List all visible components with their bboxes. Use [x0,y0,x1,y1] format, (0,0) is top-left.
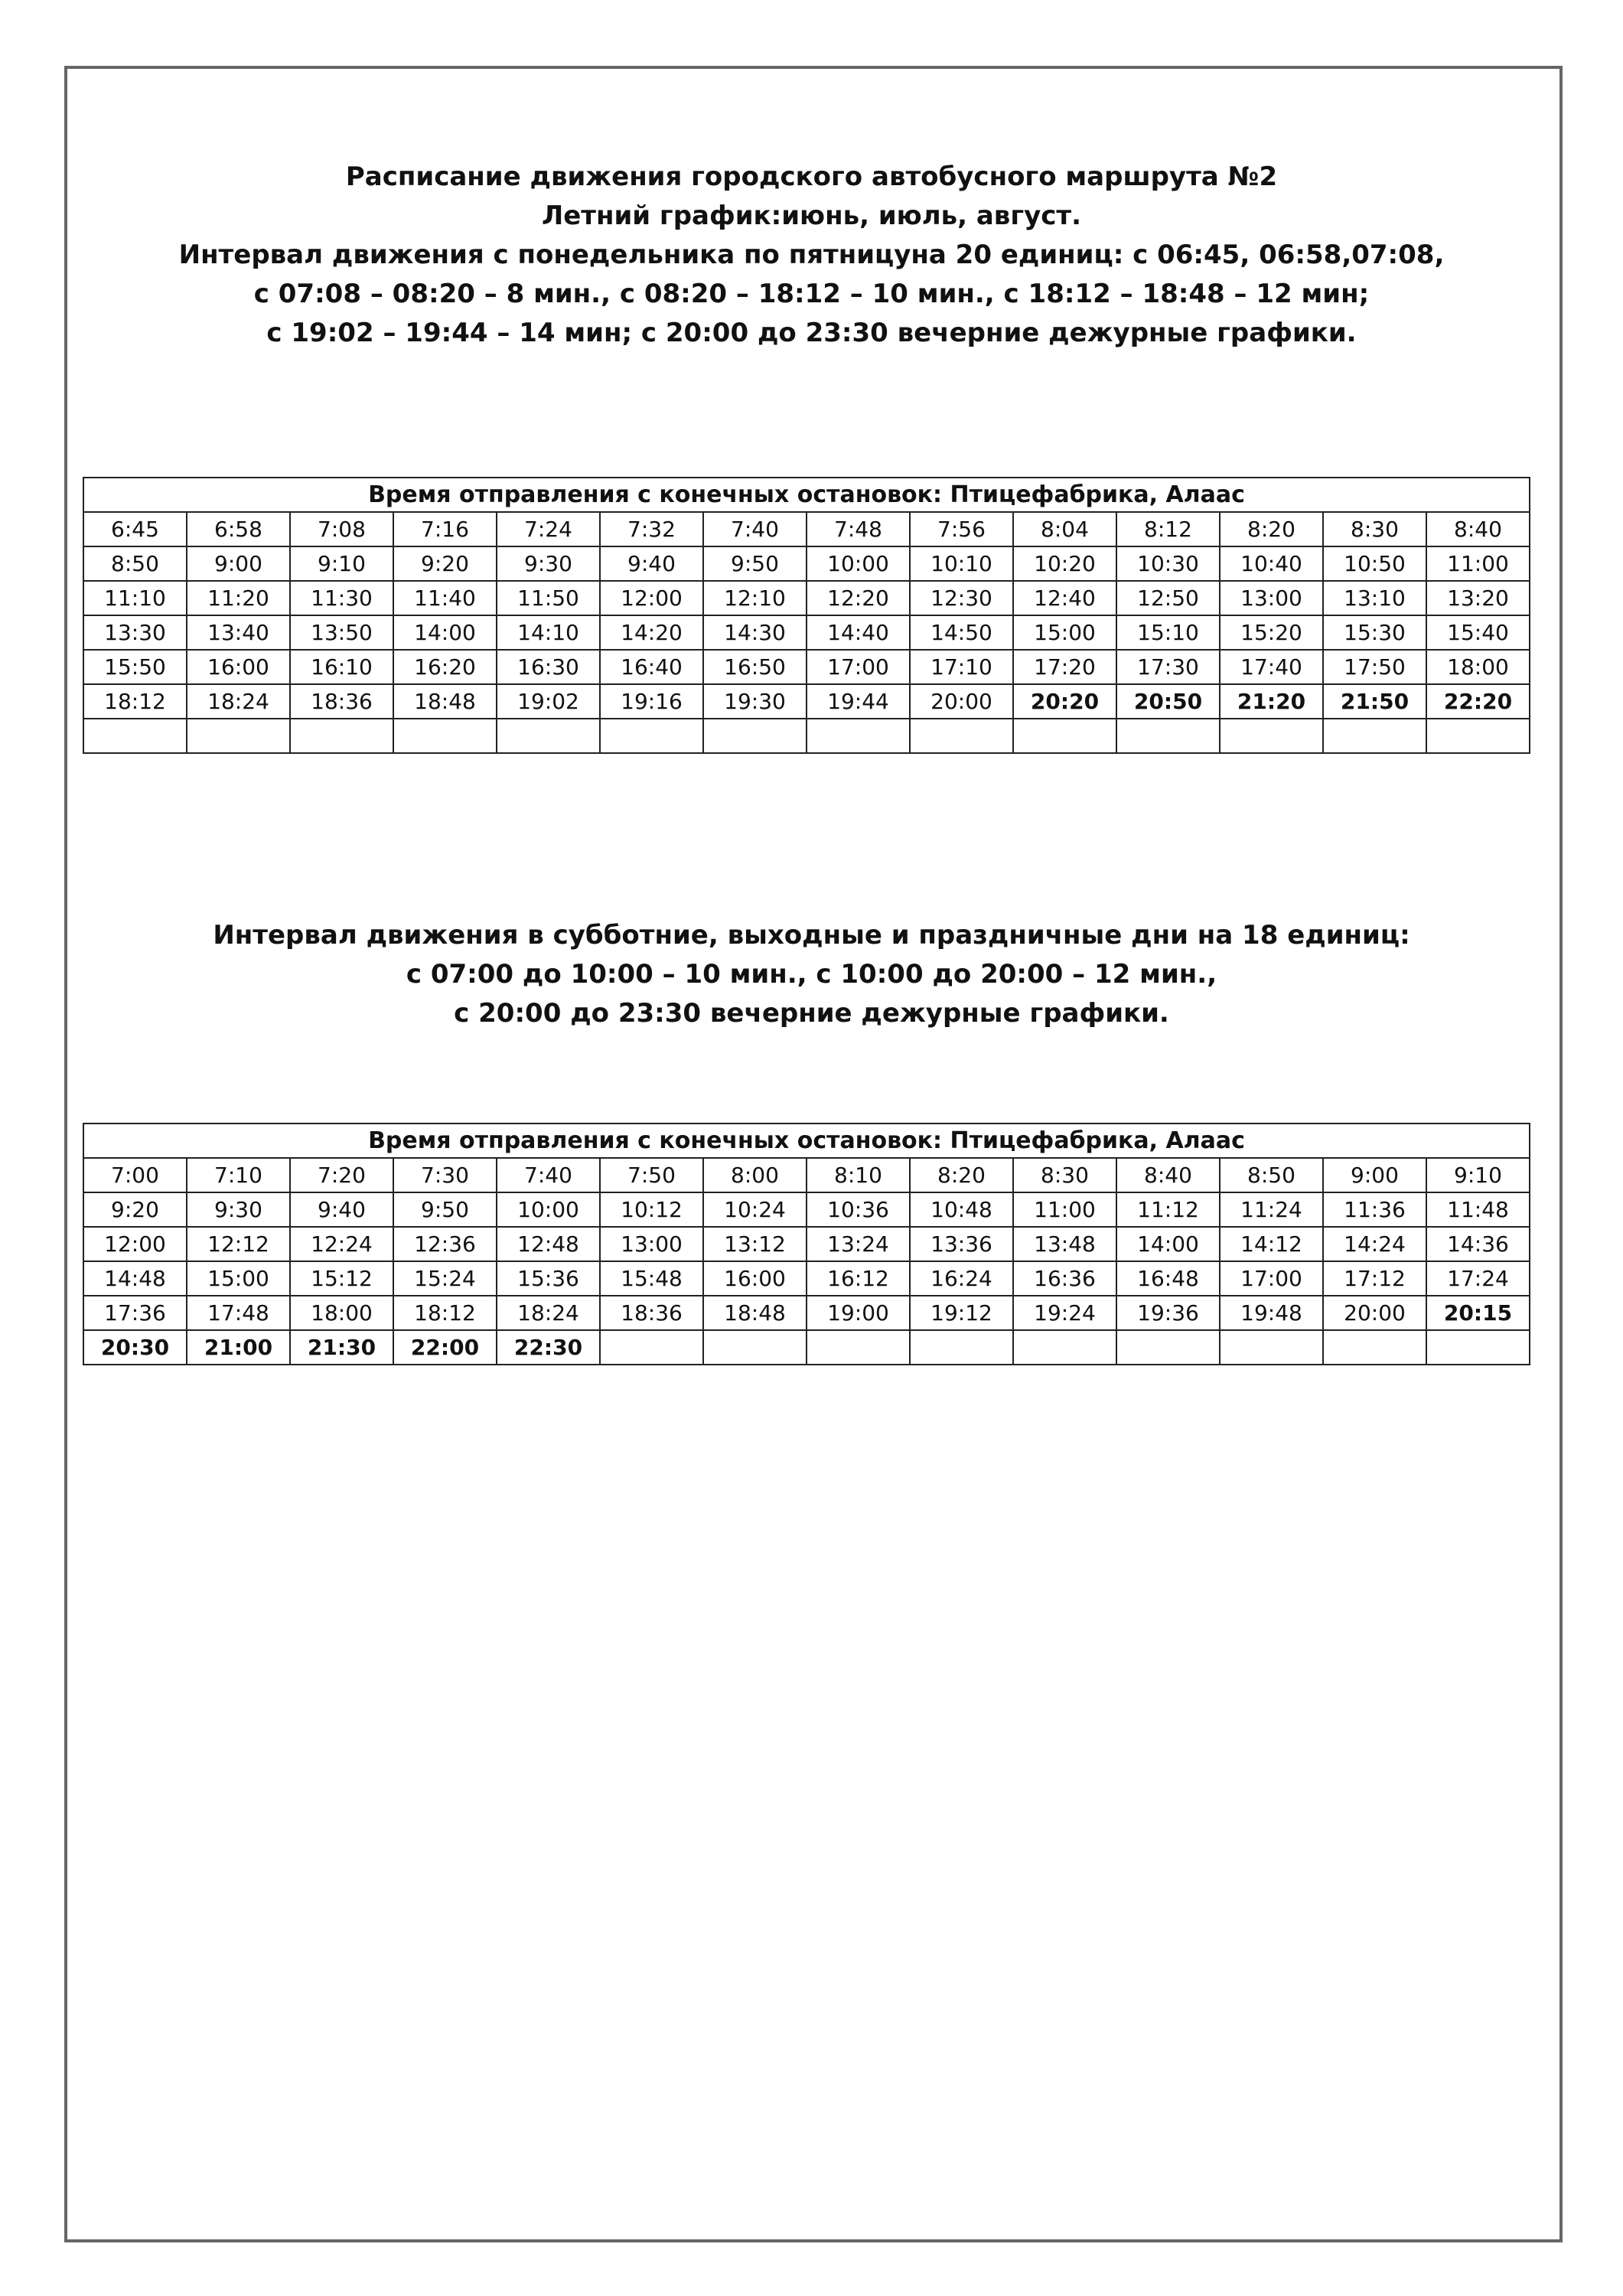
departure-time-cell: 18:00 [290,1296,393,1330]
departure-time-cell: 17:24 [1426,1261,1530,1296]
departure-time-cell: 8:20 [910,1158,1013,1192]
departure-time-cell: 13:20 [1426,581,1530,615]
table-row [83,1158,1530,1192]
weekday-heading-line: с 19:02 – 19:44 – 14 мин; с 20:00 до 23:30 вечерние дежурные графики. [266,318,1357,348]
departure-time-cell: 20:30 [83,1330,187,1365]
departure-time-cell: 18:24 [497,1296,600,1330]
departure-time-cell: 17:30 [1116,650,1220,684]
departure-time-cell: 8:50 [83,546,187,581]
departure-time-cell: 16:50 [703,650,807,684]
departure-time-cell: 10:48 [910,1192,1013,1227]
table-row [83,1192,1530,1227]
departure-time-cell: 8:00 [703,1158,807,1192]
table-row [83,546,1530,581]
departure-time-cell: 19:12 [910,1296,1013,1330]
departure-time-cell: 11:50 [497,581,600,615]
departure-time-cell [703,1330,807,1365]
departure-time-cell: 17:40 [1220,650,1323,684]
departure-time-cell: 14:24 [1323,1227,1426,1261]
departure-time-cell: 17:20 [1013,650,1116,684]
table-row [83,615,1530,650]
departure-time-cell: 20:15 [1426,1296,1530,1330]
departure-time-cell [1220,1330,1323,1365]
weekday-heading-line: Летний график:июнь, июль, август. [541,201,1082,231]
departure-time-cell: 7:24 [497,512,600,546]
departure-time-cell: 7:00 [83,1158,187,1192]
departure-time-cell: 17:00 [807,650,910,684]
weekend-heading [0,916,1623,1033]
table-row [83,1227,1530,1261]
departure-time-cell [187,719,290,753]
departure-time-cell: 19:16 [600,684,703,719]
departure-time-cell: 9:30 [497,546,600,581]
departure-time-cell: 11:00 [1013,1192,1116,1227]
departure-time-cell: 10:24 [703,1192,807,1227]
departure-time-cell: 9:10 [1426,1158,1530,1192]
departure-time-cell: 7:20 [290,1158,393,1192]
weekday-heading-line: Расписание движения городского автобусного маршрута №2 [345,161,1278,192]
departure-time-cell: 17:36 [83,1296,187,1330]
departure-time-cell: 14:30 [703,615,807,650]
departure-time-cell: 15:48 [600,1261,703,1296]
departure-time-cell: 12:24 [290,1227,393,1261]
departure-time-cell: 9:10 [290,546,393,581]
departure-time-cell: 18:48 [703,1296,807,1330]
departure-time-cell: 9:20 [83,1192,187,1227]
departure-time-cell [1220,719,1323,753]
departure-time-cell: 18:00 [1426,650,1530,684]
departure-time-cell: 11:10 [83,581,187,615]
departure-time-cell: 10:00 [807,546,910,581]
weekend-heading-line: с 20:00 до 23:30 вечерние дежурные графики. [454,998,1169,1029]
weekend-heading-line: с 07:00 до 10:00 – 10 мин., с 10:00 до 20:00 – 12 мин., [406,959,1217,990]
table-row [83,512,1530,546]
departure-time-cell: 8:20 [1220,512,1323,546]
departure-time-cell: 13:36 [910,1227,1013,1261]
departure-time-cell: 19:02 [497,684,600,719]
departure-time-cell: 7:30 [393,1158,497,1192]
departure-time-cell [1116,1330,1220,1365]
departure-time-cell: 17:00 [1220,1261,1323,1296]
departure-time-cell: 21:50 [1323,684,1426,719]
departure-time-cell: 16:20 [393,650,497,684]
departure-time-cell: 18:36 [290,684,393,719]
departure-time-cell: 15:40 [1426,615,1530,650]
departure-time-cell: 10:30 [1116,546,1220,581]
departure-time-cell: 11:30 [290,581,393,615]
departure-time-cell: 8:30 [1323,512,1426,546]
departure-time-cell: 11:48 [1426,1192,1530,1227]
table-row [83,1261,1530,1296]
departure-time-cell: 9:50 [703,546,807,581]
departure-time-cell [1426,1330,1530,1365]
departure-time-cell: 22:30 [497,1330,600,1365]
departure-time-cell: 15:36 [497,1261,600,1296]
departure-time-cell: 19:24 [1013,1296,1116,1330]
weekend-schedule-table [83,1123,1530,1365]
departure-time-cell: 12:00 [600,581,703,615]
departure-time-cell: 7:48 [807,512,910,546]
departure-time-cell: 21:00 [187,1330,290,1365]
departure-time-cell: 14:10 [497,615,600,650]
departure-time-cell: 7:16 [393,512,497,546]
departure-time-cell: 7:10 [187,1158,290,1192]
table-row [83,719,1530,753]
departure-time-cell [1426,719,1530,753]
departure-time-cell: 19:30 [703,684,807,719]
departure-time-cell: 14:20 [600,615,703,650]
departure-time-cell: 10:10 [910,546,1013,581]
departure-time-cell: 19:00 [807,1296,910,1330]
departure-time-cell: 7:40 [497,1158,600,1192]
departure-time-cell: 18:48 [393,684,497,719]
departure-time-cell: 20:50 [1116,684,1220,719]
departure-time-cell: 9:00 [187,546,290,581]
departure-time-cell: 8:12 [1116,512,1220,546]
departure-time-cell: 11:20 [187,581,290,615]
table-row [83,650,1530,684]
departure-time-cell: 10:40 [1220,546,1323,581]
departure-time-cell: 15:00 [187,1261,290,1296]
departure-time-cell: 11:12 [1116,1192,1220,1227]
departure-time-cell: 13:00 [1220,581,1323,615]
departure-time-cell: 16:24 [910,1261,1013,1296]
departure-time-cell: 12:20 [807,581,910,615]
weekday-heading-line: Интервал движения с понедельника по пятницуна 20 единиц: с 06:45, 06:58,07:08, [178,240,1445,270]
departure-time-cell: 13:24 [807,1227,910,1261]
table-row [83,1296,1530,1330]
departure-time-cell: 8:10 [807,1158,910,1192]
departure-time-cell: 14:50 [910,615,1013,650]
departure-time-cell: 9:00 [1323,1158,1426,1192]
departure-time-cell: 20:00 [910,684,1013,719]
departure-time-cell: 7:08 [290,512,393,546]
departure-time-cell: 13:50 [290,615,393,650]
departure-time-cell: 12:48 [497,1227,600,1261]
departure-time-cell: 14:00 [393,615,497,650]
weekday-heading-line: с 07:08 – 08:20 – 8 мин., с 08:20 – 18:12 – 10 мин., с 18:12 – 18:48 – 12 мин; [253,279,1370,309]
departure-time-cell: 12:00 [83,1227,187,1261]
departure-time-cell: 7:32 [600,512,703,546]
departure-time-cell: 7:50 [600,1158,703,1192]
departure-time-cell: 14:12 [1220,1227,1323,1261]
departure-time-cell [1013,719,1116,753]
departure-time-cell: 17:50 [1323,650,1426,684]
departure-time-cell [1013,1330,1116,1365]
departure-time-cell: 13:12 [703,1227,807,1261]
departure-time-cell: 13:10 [1323,581,1426,615]
weekend-table-title: Время отправления с конечных остановок: Птицефабрика, Алаас [83,1124,1530,1158]
departure-time-cell: 13:30 [83,615,187,650]
departure-time-cell: 11:40 [393,581,497,615]
departure-time-cell: 20:00 [1323,1296,1426,1330]
departure-time-cell: 10:20 [1013,546,1116,581]
departure-time-cell [290,719,393,753]
departure-time-cell: 15:50 [83,650,187,684]
departure-time-cell: 20:20 [1013,684,1116,719]
departure-time-cell: 11:24 [1220,1192,1323,1227]
departure-time-cell: 9:40 [600,546,703,581]
departure-time-cell: 16:30 [497,650,600,684]
departure-time-cell [910,1330,1013,1365]
departure-time-cell: 17:10 [910,650,1013,684]
departure-time-cell [807,719,910,753]
departure-time-cell: 22:20 [1426,684,1530,719]
departure-time-cell: 6:45 [83,512,187,546]
departure-time-cell: 16:36 [1013,1261,1116,1296]
departure-time-cell: 10:12 [600,1192,703,1227]
departure-time-cell: 19:48 [1220,1296,1323,1330]
departure-time-cell: 18:24 [187,684,290,719]
departure-time-cell: 11:00 [1426,546,1530,581]
departure-time-cell: 15:24 [393,1261,497,1296]
departure-time-cell: 16:00 [187,650,290,684]
departure-time-cell: 10:50 [1323,546,1426,581]
table-row [83,581,1530,615]
departure-time-cell: 15:10 [1116,615,1220,650]
departure-time-cell: 6:58 [187,512,290,546]
departure-time-cell: 12:40 [1013,581,1116,615]
departure-time-cell [600,1330,703,1365]
departure-time-cell: 15:12 [290,1261,393,1296]
departure-time-cell [1323,719,1426,753]
departure-time-cell: 17:48 [187,1296,290,1330]
departure-time-cell: 18:36 [600,1296,703,1330]
departure-time-cell: 8:40 [1426,512,1530,546]
departure-time-cell: 9:40 [290,1192,393,1227]
departure-time-cell [1116,719,1220,753]
departure-time-cell: 18:12 [83,684,187,719]
departure-time-cell: 15:00 [1013,615,1116,650]
weekday-schedule-table [83,477,1530,754]
departure-time-cell [497,719,600,753]
departure-time-cell: 16:10 [290,650,393,684]
departure-time-cell: 8:50 [1220,1158,1323,1192]
departure-time-cell: 16:12 [807,1261,910,1296]
departure-time-cell: 8:04 [1013,512,1116,546]
departure-time-cell: 9:20 [393,546,497,581]
departure-time-cell: 17:12 [1323,1261,1426,1296]
departure-time-cell: 12:12 [187,1227,290,1261]
departure-time-cell: 7:40 [703,512,807,546]
departure-time-cell: 16:40 [600,650,703,684]
departure-time-cell [600,719,703,753]
weekend-heading-line: Интервал движения в субботние, выходные и праздничные дни на 18 единиц: [213,920,1410,951]
departure-time-cell: 12:30 [910,581,1013,615]
departure-time-cell: 15:20 [1220,615,1323,650]
departure-time-cell [393,719,497,753]
departure-time-cell: 16:48 [1116,1261,1220,1296]
departure-time-cell: 7:56 [910,512,1013,546]
departure-time-cell: 14:40 [807,615,910,650]
departure-time-cell: 16:00 [703,1261,807,1296]
departure-time-cell: 9:30 [187,1192,290,1227]
departure-time-cell [1323,1330,1426,1365]
departure-time-cell: 19:36 [1116,1296,1220,1330]
departure-time-cell: 15:30 [1323,615,1426,650]
departure-time-cell: 12:10 [703,581,807,615]
weekday-table-title: Время отправления с конечных остановок: Птицефабрика, Алаас [83,478,1530,512]
weekday-heading [0,158,1623,353]
departure-time-cell: 14:00 [1116,1227,1220,1261]
departure-time-cell: 11:36 [1323,1192,1426,1227]
departure-time-cell: 21:20 [1220,684,1323,719]
departure-time-cell: 10:00 [497,1192,600,1227]
departure-time-cell: 9:50 [393,1192,497,1227]
departure-time-cell: 13:00 [600,1227,703,1261]
departure-time-cell: 18:12 [393,1296,497,1330]
departure-time-cell: 12:50 [1116,581,1220,615]
departure-time-cell: 13:48 [1013,1227,1116,1261]
departure-time-cell [807,1330,910,1365]
table-row [83,1330,1530,1365]
departure-time-cell: 14:36 [1426,1227,1530,1261]
departure-time-cell: 8:40 [1116,1158,1220,1192]
departure-time-cell: 14:48 [83,1261,187,1296]
departure-time-cell: 19:44 [807,684,910,719]
departure-time-cell: 21:30 [290,1330,393,1365]
departure-time-cell: 13:40 [187,615,290,650]
departure-time-cell: 12:36 [393,1227,497,1261]
departure-time-cell [83,719,187,753]
departure-time-cell: 10:36 [807,1192,910,1227]
departure-time-cell [910,719,1013,753]
departure-time-cell [703,719,807,753]
table-row [83,684,1530,719]
departure-time-cell: 22:00 [393,1330,497,1365]
departure-time-cell: 8:30 [1013,1158,1116,1192]
